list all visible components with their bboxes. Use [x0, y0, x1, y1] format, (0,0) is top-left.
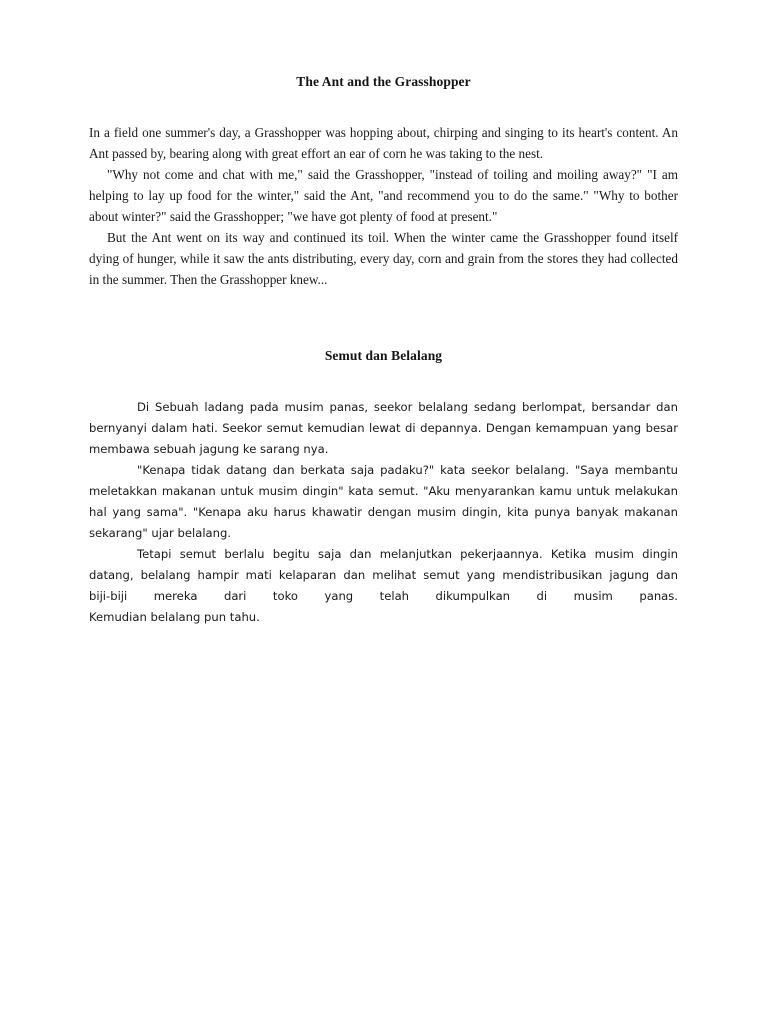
english-paragraph-3: But the Ant went on its way and continued its toil. When the winter came the Grasshopper found itself dying of hunger, while it saw the ants distributing, every day, corn and grain from the stores they had collected in the summer. Then the Grasshopper knew...	[89, 230, 678, 287]
english-title: The Ant and the Grasshopper	[296, 74, 471, 89]
indonesian-paragraph-1: Di Sebuah ladang pada musim panas, seekor belalang sedang berlompat, bersandar dan bernyanyi dalam hati. Seekor semut kemudian lewat di depannya. Dengan kemampuan yang besar membawa sebuah jagung ke sarang nya.	[89, 400, 678, 456]
indonesian-paragraph-3-stretched-line: biji-biji mereka dari toko yang telah dikumpulkan di musim panas.	[89, 589, 678, 603]
section-indonesian	[89, 290, 678, 628]
english-body	[89, 92, 678, 290]
indonesian-paragraph-3-lead: Tetapi semut berlalu begitu saja dan melanjutkan pekerjaannya. Ketika musim dingin datang, belalang hampir mati kelaparan dan melihat semut yang mendistribusikan jagung dan	[89, 547, 678, 582]
indonesian-body	[89, 366, 678, 628]
english-paragraph-2: "Why not come and chat with me," said the Grasshopper, "instead of toiling and moiling away?" "I am helping to lay up food for the winter," said the Ant, "and recommend you to do the same." "Why to bother about winter?" said the Grasshopper; "we have got plenty of food at present."	[89, 167, 678, 224]
indonesian-paragraph-3	[89, 544, 678, 628]
english-paragraph-1: In a field one summer's day, a Grasshopper was hopping about, chirping and singing to its heart's content. An Ant passed by, bearing along with great effort an ear of corn he was taking to the nest.	[89, 125, 678, 161]
indonesian-paragraph-2: "Kenapa tidak datang dan berkata saja padaku?" kata seekor belalang. "Saya membantu meletakkan makanan untuk musim dingin" kata semut. "Aku menyarankan kamu untuk melakukan hal yang sama". "Kenapa aku harus khawatir dengan musim dingin, kita punya banyak makanan sekarang" ujar belalang.	[89, 463, 678, 540]
indonesian-title: Semut dan Belalang	[324, 348, 443, 363]
indonesian-paragraph-3-tail: Kemudian belalang pun tahu.	[89, 610, 260, 624]
document-content	[89, 0, 678, 628]
section-english	[89, 0, 678, 290]
